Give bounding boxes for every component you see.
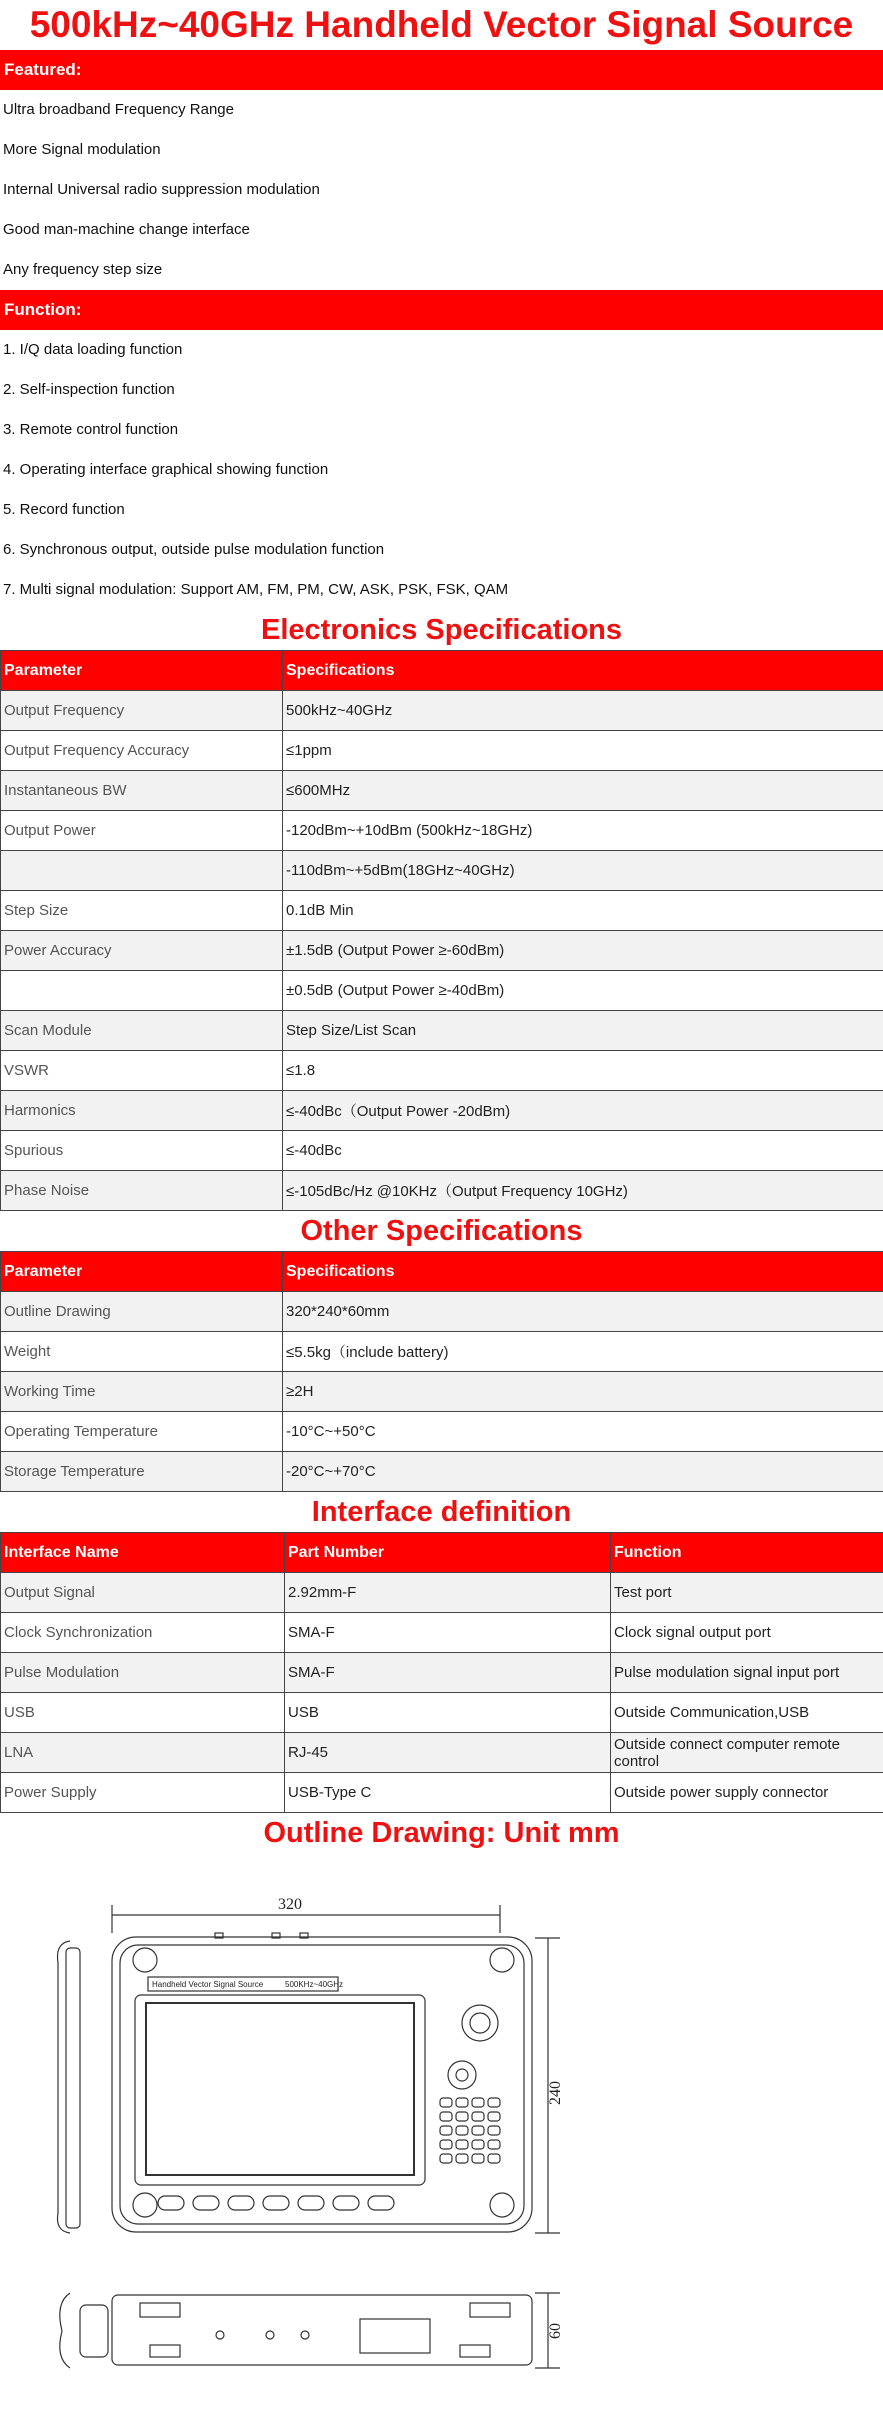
function-item: 7. Multi signal modulation: Support AM, FM, PM, CW, ASK, PSK, FSK, QAM xyxy=(0,570,883,610)
electronics-row xyxy=(1,891,883,931)
interface-cell: RJ-45 xyxy=(285,1733,611,1773)
interface-row xyxy=(1,1573,883,1613)
electronics-row xyxy=(1,1171,883,1211)
interface-row xyxy=(1,1653,883,1693)
interface-cell: LNA xyxy=(1,1733,285,1773)
interface-table xyxy=(0,1532,883,1813)
other-cell: Weight xyxy=(1,1332,283,1372)
electronics-col-specifications: Specifications xyxy=(283,651,883,691)
other-row xyxy=(1,1372,883,1412)
function-heading: Function: xyxy=(0,290,883,330)
device-label: Handheld Vector Signal Source xyxy=(152,1980,264,1989)
interface-cell: USB xyxy=(1,1693,285,1733)
other-cell: 320*240*60mm xyxy=(283,1292,883,1332)
electronics-cell xyxy=(1,971,283,1011)
electronics-row xyxy=(1,1011,883,1051)
other-heading: Other Specifications xyxy=(0,1211,883,1251)
dim-height-label: 240 xyxy=(547,2081,564,2105)
other-cell: ≤5.5kg（include battery) xyxy=(283,1332,883,1372)
featured-list xyxy=(0,90,883,290)
electronics-cell: ≤1ppm xyxy=(283,731,883,771)
other-row xyxy=(1,1412,883,1452)
electronics-cell: Power Accuracy xyxy=(1,931,283,971)
electronics-cell: ±1.5dB (Output Power ≥-60dBm) xyxy=(283,931,883,971)
electronics-heading: Electronics Specifications xyxy=(0,610,883,650)
other-cell: ≥2H xyxy=(283,1372,883,1412)
interface-row xyxy=(1,1693,883,1733)
interface-row xyxy=(1,1773,883,1813)
electronics-row xyxy=(1,691,883,731)
function-item: 2. Self-inspection function xyxy=(0,370,883,410)
page-title: 500kHz~40GHz Handheld Vector Signal Source xyxy=(0,0,883,50)
interface-cell: SMA-F xyxy=(285,1613,611,1653)
electronics-cell: ≤-105dBc/Hz @10KHz（Output Frequency 10GHz) xyxy=(283,1171,883,1211)
electronics-cell xyxy=(1,851,283,891)
electronics-cell: Spurious xyxy=(1,1131,283,1171)
electronics-cell: Harmonics xyxy=(1,1091,283,1131)
electronics-cell: Phase Noise xyxy=(1,1171,283,1211)
electronics-row xyxy=(1,731,883,771)
featured-item: Internal Universal radio suppression modulation xyxy=(0,170,883,210)
device-sublabel: 500KHz~40GHz xyxy=(285,1980,343,1989)
electronics-row xyxy=(1,1091,883,1131)
interface-cell: Test port xyxy=(611,1573,883,1613)
electronics-cell: ≤-40dBc（Output Power -20dBm) xyxy=(283,1091,883,1131)
interface-row xyxy=(1,1613,883,1653)
function-item: 4. Operating interface graphical showing function xyxy=(0,450,883,490)
interface-cell: Outside Communication,USB xyxy=(611,1693,883,1733)
electronics-cell: 500kHz~40GHz xyxy=(283,691,883,731)
interface-cell: Outside connect computer remote control xyxy=(611,1733,883,1773)
electronics-cell: ≤-40dBc xyxy=(283,1131,883,1171)
interface-col-part: Part Number xyxy=(285,1533,611,1573)
interface-cell: Pulse modulation signal input port xyxy=(611,1653,883,1693)
interface-cell: Clock signal output port xyxy=(611,1613,883,1653)
electronics-row xyxy=(1,851,883,891)
interface-cell: Outside power supply connector xyxy=(611,1773,883,1813)
other-col-specifications: Specifications xyxy=(283,1252,883,1292)
electronics-cell: Step Size xyxy=(1,891,283,931)
device-drawing-svg xyxy=(0,1853,883,2433)
electronics-cell: ≤1.8 xyxy=(283,1051,883,1091)
electronics-row xyxy=(1,1051,883,1091)
featured-item: More Signal modulation xyxy=(0,130,883,170)
other-row xyxy=(1,1332,883,1372)
other-cell: -10°C~+50°C xyxy=(283,1412,883,1452)
interface-cell: Output Signal xyxy=(1,1573,285,1613)
electronics-row xyxy=(1,771,883,811)
interface-cell: USB-Type C xyxy=(285,1773,611,1813)
interface-cell: USB xyxy=(285,1693,611,1733)
interface-cell: SMA-F xyxy=(285,1653,611,1693)
interface-row xyxy=(1,1733,883,1773)
function-item: 1. I/Q data loading function xyxy=(0,330,883,370)
other-cell: Storage Temperature xyxy=(1,1452,283,1492)
function-list xyxy=(0,330,883,610)
featured-heading: Featured: xyxy=(0,50,883,90)
featured-item: Good man-machine change interface xyxy=(0,210,883,250)
electronics-cell: VSWR xyxy=(1,1051,283,1091)
electronics-cell: -110dBm~+5dBm(18GHz~40GHz) xyxy=(283,851,883,891)
electronics-row xyxy=(1,1131,883,1171)
dim-width-label: 320 xyxy=(278,1896,302,1913)
electronics-row xyxy=(1,931,883,971)
other-table xyxy=(0,1251,883,1492)
electronics-row xyxy=(1,811,883,851)
electronics-cell: ≤600MHz xyxy=(283,771,883,811)
featured-item: Any frequency step size xyxy=(0,250,883,290)
electronics-cell: Output Frequency xyxy=(1,691,283,731)
interface-col-name: Interface Name xyxy=(1,1533,285,1573)
interface-col-function: Function xyxy=(611,1533,883,1573)
electronics-cell: Step Size/List Scan xyxy=(283,1011,883,1051)
interface-heading: Interface definition xyxy=(0,1492,883,1532)
featured-item: Ultra broadband Frequency Range xyxy=(0,90,883,130)
other-cell: Outline Drawing xyxy=(1,1292,283,1332)
other-row xyxy=(1,1452,883,1492)
interface-cell: Power Supply xyxy=(1,1773,285,1813)
dim-depth-label: 60 xyxy=(547,2323,564,2339)
interface-cell: 2.92mm-F xyxy=(285,1573,611,1613)
electronics-cell: Output Frequency Accuracy xyxy=(1,731,283,771)
electronics-col-parameter: Parameter xyxy=(1,651,283,691)
electronics-cell: ±0.5dB (Output Power ≥-40dBm) xyxy=(283,971,883,1011)
electronics-row xyxy=(1,971,883,1011)
electronics-cell: 0.1dB Min xyxy=(283,891,883,931)
interface-cell: Clock Synchronization xyxy=(1,1613,285,1653)
function-item: 6. Synchronous output, outside pulse modulation function xyxy=(0,530,883,570)
other-cell: -20°C~+70°C xyxy=(283,1452,883,1492)
function-item: 3. Remote control function xyxy=(0,410,883,450)
electronics-cell: Instantaneous BW xyxy=(1,771,283,811)
other-col-parameter: Parameter xyxy=(1,1252,283,1292)
outline-heading: Outline Drawing: Unit mm xyxy=(0,1813,883,1853)
electronics-table xyxy=(0,650,883,1211)
electronics-cell: Output Power xyxy=(1,811,283,851)
electronics-cell: Scan Module xyxy=(1,1011,283,1051)
other-cell: Working Time xyxy=(1,1372,283,1412)
outline-drawing xyxy=(0,1853,883,2433)
interface-cell: Pulse Modulation xyxy=(1,1653,285,1693)
other-row xyxy=(1,1292,883,1332)
function-item: 5. Record function xyxy=(0,490,883,530)
electronics-cell: -120dBm~+10dBm (500kHz~18GHz) xyxy=(283,811,883,851)
other-cell: Operating Temperature xyxy=(1,1412,283,1452)
